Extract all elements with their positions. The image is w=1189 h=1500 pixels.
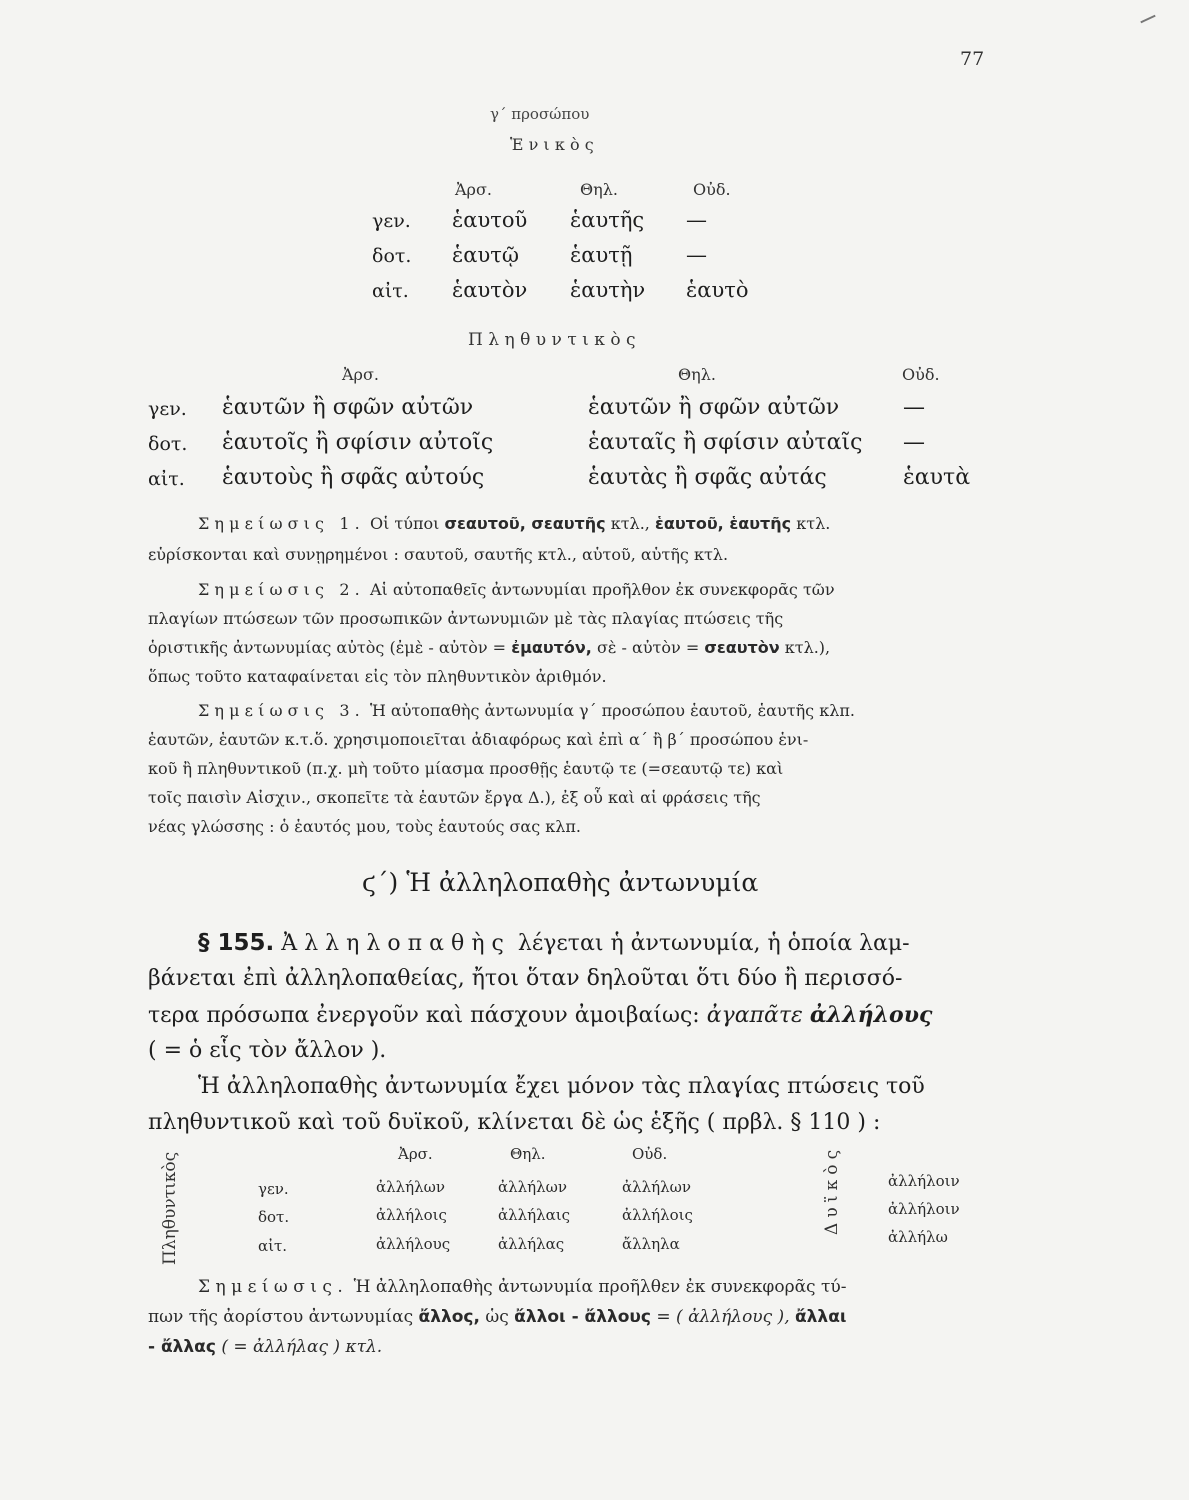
note-2-bold: σεαυτὸν	[704, 638, 780, 657]
dual-cell: ἀλλήλοιν	[888, 1200, 960, 1218]
case-label: αἰτ.	[372, 280, 409, 302]
form-cell: ἀλλήλους	[376, 1235, 451, 1253]
note-3-line-5: νέας γλώσσης : ὁ ἑαυτός μου, τοὺς ἑαυτούς σας κλπ.	[148, 817, 582, 836]
col-masc: Ἀρσ.	[398, 1145, 433, 1163]
final-note-italic: = ( ἀλλήλους ),	[656, 1307, 790, 1327]
form-cell: ἑαυτῆς	[570, 208, 645, 232]
form-cell: —	[903, 395, 925, 420]
case-label: δοτ.	[148, 433, 188, 455]
final-note-line-3	[148, 1332, 382, 1363]
form-cell: ἑαυτὰς ἢ σφᾶς αὐτάς	[588, 465, 827, 490]
para-italic: ἀγαπᾶτε	[706, 1003, 803, 1028]
singular-heading: Ἑνικὸς	[510, 135, 599, 154]
final-note-italic: ( = ἀλλήλας ) κτλ.	[221, 1337, 383, 1357]
note-2-label: Σημείωσις 2.	[198, 580, 365, 599]
form-cell: ἀλλήλων	[376, 1178, 445, 1196]
form-cell: ἄλληλα	[622, 1235, 680, 1253]
form-cell: ἑαυτοῖς ἢ σφίσιν αὐτοῖς	[222, 430, 494, 455]
note-1-text: κτλ.,	[610, 514, 650, 533]
case-label: αἰτ.	[258, 1237, 288, 1255]
col-neut: Οὐδ.	[693, 180, 731, 199]
form-cell: ἑαυτοὺς ἢ σφᾶς αὐτούς	[222, 465, 485, 490]
final-note-bold: ἄλλαι	[795, 1307, 847, 1327]
form-cell: ἑαυτοῦ	[452, 208, 528, 232]
note-2-line-3	[148, 632, 830, 663]
form-cell: ἑαυτὴν	[570, 278, 646, 302]
note-3-text: Ἡ αὐτοπαθὴς ἀντωνυμία γ΄ προσώπου ἑαυτοῦ, ἑαυτῆς κλπ.	[369, 701, 855, 720]
form-cell: —	[903, 430, 925, 455]
final-note-bold: - ἄλλας	[148, 1337, 216, 1357]
case-label: γεν.	[372, 210, 411, 232]
note-1-bold: ἑαυτοῦ, ἑαυτῆς	[654, 514, 792, 533]
scan-mark	[1140, 15, 1155, 24]
form-cell: ἑαυτῷ	[452, 243, 519, 267]
col-fem: Θηλ.	[510, 1145, 546, 1163]
form-cell: ἀλλήλας	[498, 1235, 565, 1253]
section-title: ϛ΄) Ἡ ἀλληλοπαθὴς ἀντωνυμία	[362, 868, 759, 897]
note-2-line-4: ὅπως τοῦτο καταφαίνεται εἰς τὸν πληθυντικὸν ἀριθμόν.	[148, 667, 607, 686]
dual-side-label: Δυϊκὸς	[822, 1144, 842, 1235]
form-cell: ἑαυταῖς ἢ σφίσιν αὐταῖς	[588, 430, 863, 455]
para-155-line-3	[148, 997, 932, 1034]
para-155-line-5: Ἡ ἀλληλοπαθὴς ἀντωνυμία ἔχει μόνον τὰς πλαγίας πτώσεις τοῦ	[198, 1074, 925, 1099]
col-fem: Θηλ.	[580, 180, 618, 199]
note-1-text: κτλ.	[796, 514, 831, 533]
case-label: αἰτ.	[148, 468, 185, 490]
form-cell: —	[686, 243, 707, 267]
term: Ἀλληλοπαθὴς	[281, 931, 511, 956]
form-cell: ἑαυτῶν ἢ σφῶν αὐτῶν	[588, 395, 840, 420]
form-cell: ἀλλήλοις	[376, 1206, 447, 1224]
note-3-line-4: τοῖς παισὶν Αἰσχιν., σκοπεῖτε τὰ ἑαυτῶν ἔργα Δ.), ἐξ οὗ καὶ αἱ φράσεις τῆς	[148, 788, 761, 807]
plural-heading: Πληθυντικὸς	[468, 330, 641, 350]
note-2-text: ὁριστικῆς ἀντωνυμίας αὐτὸς (ἐμὲ - αὐτὸν =	[148, 638, 507, 657]
case-label: γεν.	[258, 1180, 289, 1198]
plural-side-label: Πληθυντικὸς	[160, 1151, 180, 1265]
note-1-text: Οἱ τύποι	[369, 514, 440, 533]
form-cell: ἀλλήλων	[498, 1178, 567, 1196]
final-note-line-2	[148, 1302, 847, 1333]
form-cell: ἑαυτὰ	[903, 465, 971, 490]
final-note-label: Σημείωσις.	[198, 1277, 349, 1297]
final-note-line-1	[198, 1272, 846, 1303]
col-neut: Οὐδ.	[632, 1145, 668, 1163]
para-155-line-2: βάνεται ἐπὶ ἀλληλοπαθείας, ἤτοι ὅταν δηλοῦται ὅτι δύο ἢ περισσό-	[148, 966, 903, 991]
form-cell: ἑαυτὸν	[452, 278, 528, 302]
third-person-title: γ΄ προσώπου	[490, 105, 590, 123]
form-cell: ἑαυτῶν ἢ σφῶν αὐτῶν	[222, 395, 474, 420]
note-3-line-2: ἑαυτῶν, ἑαυτῶν κ.τ.ὅ. χρησιμοποιεῖται ἀδιαφόρως καὶ ἐπὶ α΄ ἢ β΄ προσώπου ἑνι-	[148, 730, 809, 749]
note-1-bold: σεαυτοῦ, σεαυτῆς	[444, 514, 606, 533]
case-label: δοτ.	[372, 245, 412, 267]
case-label: δοτ.	[258, 1208, 290, 1226]
para-bold: ἀλλήλους	[809, 1002, 933, 1028]
note-2-line-1	[198, 574, 835, 605]
note-1-line-2: εὑρίσκονται καὶ συνῃρημένοι : σαυτοῦ, σαυτῆς κτλ., αὑτοῦ, αὑτῆς κτλ.	[148, 545, 729, 564]
note-3-line-1	[198, 695, 855, 726]
para-155-line-4: ( = ὁ εἷς τὸν ἄλλον ).	[148, 1038, 387, 1063]
form-cell: ἀλλήλοις	[622, 1206, 693, 1224]
note-2-text: Αἱ αὐτοπαθεῖς ἀντωνυμίαι προῆλθον ἐκ συνεκφορᾶς τῶν	[369, 580, 835, 599]
case-label: γεν.	[148, 398, 187, 420]
note-2-text: σὲ - αὐτὸν =	[596, 638, 700, 657]
para-155-line-6: πληθυντικοῦ καὶ τοῦ δυϊκοῦ, κλίνεται δὲ ὡς ἑξῆς ( πρβλ. § 110 ) :	[148, 1110, 881, 1135]
para-text: λέγεται ἡ ἀντωνυμία, ἡ ὁποία λαμ-	[517, 931, 910, 956]
note-2-line-2: πλαγίων πτώσεων τῶν προσωπικῶν ἀντωνυμιῶν μὲ τὰς πλαγίας πτώσεις τῆς	[148, 609, 784, 628]
form-cell: —	[686, 208, 707, 232]
final-note-bold: ἄλλος,	[418, 1307, 480, 1327]
para-text: τερα πρόσωπα ἐνεργοῦν καὶ πάσχουν ἀμοιβαίως:	[148, 1003, 700, 1028]
col-masc: Ἀρσ.	[342, 365, 379, 384]
col-neut: Οὐδ.	[902, 365, 940, 384]
note-3-line-3: κοῦ ἢ πληθυντικοῦ (π.χ. μὴ τοῦτο μίασμα προσθῇς ἑαυτῷ τε (=σεαυτῷ τε) καὶ	[148, 759, 784, 778]
final-note-text: ὡς	[485, 1307, 509, 1327]
dual-cell: ἀλλήλοιν	[888, 1172, 960, 1190]
form-cell: ἀλλήλων	[622, 1178, 691, 1196]
note-2-text: κτλ.),	[784, 638, 831, 657]
note-2-bold: ἐμαυτόν,	[511, 638, 592, 657]
dual-cell: ἀλλήλω	[888, 1228, 948, 1246]
note-3-label: Σημείωσις 3.	[198, 701, 365, 720]
final-note-bold: ἄλλοι - ἄλλους	[514, 1307, 651, 1327]
note-1-label: Σημείωσις 1.	[198, 514, 365, 533]
col-masc: Ἀρσ.	[455, 180, 492, 199]
para-155-line-1	[198, 925, 910, 962]
col-fem: Θηλ.	[678, 365, 716, 384]
form-cell: ἑαυτῇ	[570, 243, 633, 267]
form-cell: ἀλλήλαις	[498, 1206, 571, 1224]
note-1-line-1	[198, 508, 830, 539]
final-note-text: πων τῆς ἀορίστου ἀντωνυμίας	[148, 1307, 414, 1327]
form-cell: ἑαυτὸ	[686, 278, 749, 302]
final-note-text: Ἡ ἀλληλοπαθὴς ἀντωνυμία προῆλθεν ἐκ συνεκφορᾶς τύ-	[353, 1277, 847, 1297]
page-number: 77	[960, 48, 985, 70]
para-number: § 155.	[198, 930, 275, 956]
